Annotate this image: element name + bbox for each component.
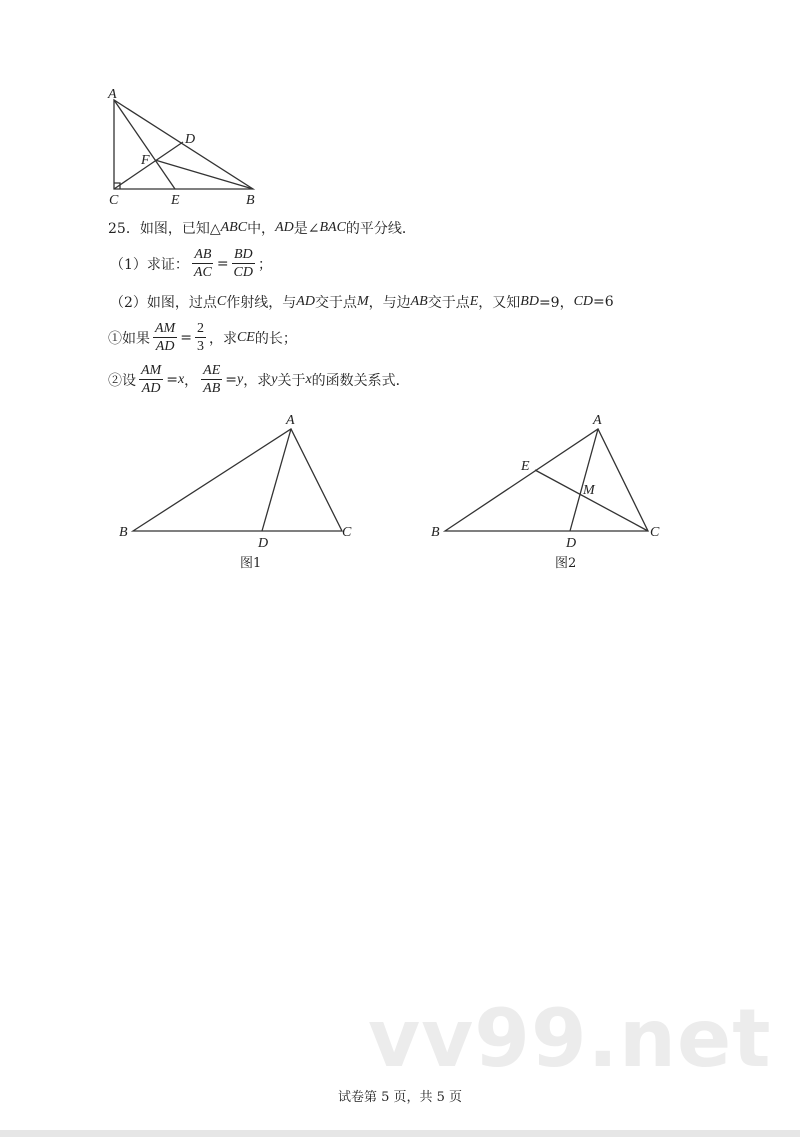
figure2-caption: 图2 — [555, 556, 577, 571]
label-E: E — [171, 193, 180, 208]
question-stem: 25． 如图，已知△ ABC 中， AD 是∠ BAC 的平分线． — [108, 220, 416, 237]
page-footer: 试卷第 5 页，共 5 页 — [337, 1090, 463, 1105]
label-C: C — [109, 193, 119, 208]
sub-question-2: ②设 $\frac{AM}{AD}$ = x ， $\frac{AE}{AB}$ = y ，求 y 关于 x 的函数关系式． — [108, 363, 410, 396]
fig2-label-B: B — [431, 525, 440, 540]
page-bottom-edge — [0, 1130, 800, 1137]
label-A: A — [108, 87, 117, 102]
fig1-label-D: D — [258, 536, 269, 551]
fig1-label-B: B — [119, 525, 128, 540]
fig2-label-D: D — [566, 536, 577, 551]
part-2: （2）如图，过点 C 作射线，与 AD 交于点 M ，与边 AB 交于点 E ，又知 BD =9， CD =6 — [110, 294, 614, 311]
label-F: F — [141, 153, 150, 168]
fig1-label-A: A — [286, 413, 295, 428]
label-D: D — [185, 132, 196, 147]
figure1-caption: 图1 — [240, 556, 262, 571]
fig1-label-C: C — [342, 525, 352, 540]
label-B: B — [246, 193, 255, 208]
figure-top — [114, 100, 253, 189]
fig2-label-A: A — [593, 413, 602, 428]
sub-question-1: ①如果 $\frac{AM}{AD}$ = $\frac{2}{3}$ ，求 CE 的长； — [108, 321, 297, 354]
fig2-label-C: C — [650, 525, 660, 540]
figure-1 — [133, 429, 342, 531]
figure-2 — [445, 429, 648, 531]
fig2-label-M: M — [583, 483, 595, 498]
fig2-label-E: E — [521, 459, 530, 474]
watermark: vv99.net — [368, 992, 772, 1085]
part-1: （1）求证： $\frac{AB}{AC}$ = $\frac{BD}{CD}$ ； — [110, 247, 272, 280]
